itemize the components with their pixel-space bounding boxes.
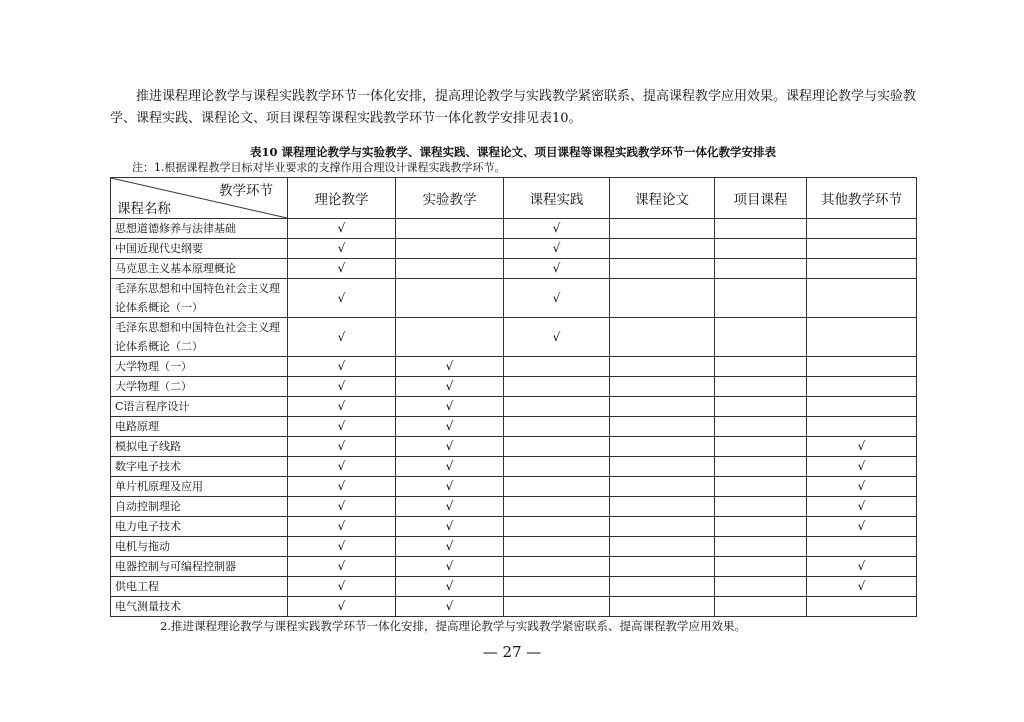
check-cell (715, 517, 807, 537)
table-row (111, 259, 917, 279)
teaching-arrangement-table (110, 177, 917, 617)
check-cell (807, 537, 917, 557)
table-row (111, 239, 917, 259)
check-cell (715, 259, 807, 279)
corner-top-label: 教学环节 (219, 183, 273, 199)
table-row (111, 577, 917, 597)
check-cell: √ (288, 537, 396, 557)
table-row (111, 597, 917, 617)
table-row (111, 557, 917, 577)
check-cell: √ (807, 477, 917, 497)
check-cell (807, 279, 917, 318)
check-cell: √ (288, 377, 396, 397)
check-cell (610, 497, 715, 517)
check-cell: √ (504, 219, 610, 239)
check-cell: √ (396, 497, 504, 517)
check-cell (610, 417, 715, 437)
check-cell (715, 357, 807, 377)
check-cell: √ (396, 397, 504, 417)
course-name-cell: 思想道德修养与法律基础 (111, 219, 288, 239)
check-cell (715, 477, 807, 497)
check-cell: √ (807, 557, 917, 577)
check-cell: √ (504, 259, 610, 279)
check-cell (396, 219, 504, 239)
column-header: 理论教学 (288, 178, 396, 219)
check-cell (504, 457, 610, 477)
table-row (111, 497, 917, 517)
check-cell (610, 239, 715, 259)
table-row (111, 477, 917, 497)
check-cell: √ (288, 437, 396, 457)
course-name-cell: 数字电子技术 (111, 457, 288, 477)
check-cell: √ (396, 537, 504, 557)
check-cell (715, 397, 807, 417)
check-cell: √ (288, 219, 396, 239)
check-cell (504, 537, 610, 557)
course-name-cell: 单片机原理及应用 (111, 477, 288, 497)
check-cell (396, 239, 504, 259)
table-row (111, 517, 917, 537)
footnote: 2.推进课程理论教学与课程实践教学环节一体化安排，提高理论教学与实践教学紧密联系、提高课程教学应用效果。 (160, 619, 746, 633)
check-cell: √ (288, 357, 396, 377)
check-cell (610, 517, 715, 537)
check-cell (396, 279, 504, 318)
check-cell: √ (807, 517, 917, 537)
check-cell: √ (288, 279, 396, 318)
corner-bottom-label: 课程名称 (117, 201, 171, 217)
course-name-cell: 马克思主义基本原理概论 (111, 259, 288, 279)
table-note: 注：1.根据课程教学目标对毕业要求的支撑作用合理设计课程实践教学环节。 (132, 161, 506, 174)
table-body (111, 219, 917, 617)
check-cell (504, 597, 610, 617)
check-cell (610, 437, 715, 457)
check-cell (504, 417, 610, 437)
check-cell (504, 377, 610, 397)
course-name-cell: C语言程序设计 (111, 397, 288, 417)
check-cell: √ (807, 437, 917, 457)
check-cell (807, 377, 917, 397)
check-cell: √ (504, 239, 610, 259)
check-cell (715, 318, 807, 357)
check-cell: √ (396, 597, 504, 617)
course-name-cell: 电路原理 (111, 417, 288, 437)
check-cell (504, 517, 610, 537)
check-cell (610, 557, 715, 577)
check-cell (504, 477, 610, 497)
table-row (111, 537, 917, 557)
intro-paragraph: 推进课程理论教学与课程实践教学环节一体化安排，提高理论教学与实践教学紧密联系、提高课程教学应用效果。课程理论教学与实验教学、课程实践、课程论文、项目课程等课程实践教学环节一体化教学安排见表10。 (110, 89, 917, 126)
check-cell (504, 557, 610, 577)
course-name-cell: 毛泽东思想和中国特色社会主义理论体系概论（一） (111, 279, 288, 318)
check-cell: √ (396, 417, 504, 437)
column-header: 课程论文 (610, 178, 715, 219)
check-cell: √ (288, 318, 396, 357)
column-header: 实验教学 (396, 178, 504, 219)
column-header: 其他教学环节 (807, 178, 917, 219)
check-cell (610, 397, 715, 417)
check-cell (715, 537, 807, 557)
check-cell (715, 279, 807, 318)
check-cell (715, 239, 807, 259)
check-cell: √ (288, 397, 396, 417)
page-number: — 27 — (482, 643, 542, 661)
check-cell: √ (807, 577, 917, 597)
check-cell (396, 259, 504, 279)
course-name-cell: 中国近现代史纲要 (111, 239, 288, 259)
check-cell: √ (396, 457, 504, 477)
check-cell (610, 577, 715, 597)
check-cell (504, 397, 610, 417)
check-cell: √ (396, 377, 504, 397)
check-cell: √ (396, 577, 504, 597)
check-cell: √ (396, 557, 504, 577)
check-cell: √ (288, 597, 396, 617)
check-cell: √ (504, 318, 610, 357)
table-header-row (111, 178, 917, 219)
check-cell: √ (288, 477, 396, 497)
check-cell (610, 537, 715, 557)
table-row (111, 377, 917, 397)
check-cell (610, 219, 715, 239)
course-name-cell: 电气测量技术 (111, 597, 288, 617)
check-cell (715, 457, 807, 477)
check-cell (715, 377, 807, 397)
course-name-cell: 大学物理（二） (111, 377, 288, 397)
check-cell: √ (288, 259, 396, 279)
check-cell (807, 357, 917, 377)
check-cell: √ (396, 357, 504, 377)
check-cell (715, 577, 807, 597)
check-cell (715, 219, 807, 239)
column-header: 项目课程 (715, 178, 807, 219)
check-cell (807, 219, 917, 239)
course-name-cell: 电力电子技术 (111, 517, 288, 537)
table-row (111, 397, 917, 417)
check-cell (807, 239, 917, 259)
check-cell: √ (288, 457, 396, 477)
check-cell (715, 417, 807, 437)
check-cell: √ (288, 417, 396, 437)
check-cell (504, 577, 610, 597)
check-cell (610, 357, 715, 377)
check-cell (504, 497, 610, 517)
table-row (111, 417, 917, 437)
table-row (111, 318, 917, 357)
table-row (111, 357, 917, 377)
corner-header-cell (111, 178, 288, 219)
check-cell: √ (807, 457, 917, 477)
table-row (111, 437, 917, 457)
check-cell: √ (396, 477, 504, 497)
check-cell (807, 259, 917, 279)
check-cell (715, 437, 807, 457)
table-row (111, 457, 917, 477)
course-name-cell: 大学物理（一） (111, 357, 288, 377)
course-name-cell: 供电工程 (111, 577, 288, 597)
check-cell (504, 357, 610, 377)
check-cell: √ (504, 279, 610, 318)
check-cell: √ (288, 497, 396, 517)
check-cell (610, 477, 715, 497)
check-cell (610, 259, 715, 279)
check-cell (807, 397, 917, 417)
check-cell: √ (288, 577, 396, 597)
check-cell: √ (807, 497, 917, 517)
check-cell (807, 318, 917, 357)
check-cell (610, 377, 715, 397)
course-name-cell: 模拟电子线路 (111, 437, 288, 457)
check-cell: √ (288, 239, 396, 259)
course-name-cell: 电机与拖动 (111, 537, 288, 557)
check-cell (610, 597, 715, 617)
check-cell (610, 318, 715, 357)
table-caption: 表10 课程理论教学与实验教学、课程实践、课程论文、项目课程等课程实践教学环节一体化教学安排表 (249, 145, 776, 159)
check-cell (715, 497, 807, 517)
check-cell: √ (396, 517, 504, 537)
check-cell (396, 318, 504, 357)
check-cell (610, 457, 715, 477)
check-cell: √ (288, 557, 396, 577)
check-cell (807, 417, 917, 437)
check-cell: √ (396, 437, 504, 457)
check-cell (807, 597, 917, 617)
check-cell (610, 279, 715, 318)
check-cell (715, 597, 807, 617)
course-name-cell: 电器控制与可编程控制器 (111, 557, 288, 577)
course-name-cell: 自动控制理论 (111, 497, 288, 517)
check-cell (504, 437, 610, 457)
column-header: 课程实践 (504, 178, 610, 219)
check-cell (715, 557, 807, 577)
course-name-cell: 毛泽东思想和中国特色社会主义理论体系概论（二） (111, 318, 288, 357)
table-row (111, 279, 917, 318)
check-cell: √ (288, 517, 396, 537)
table-row (111, 219, 917, 239)
